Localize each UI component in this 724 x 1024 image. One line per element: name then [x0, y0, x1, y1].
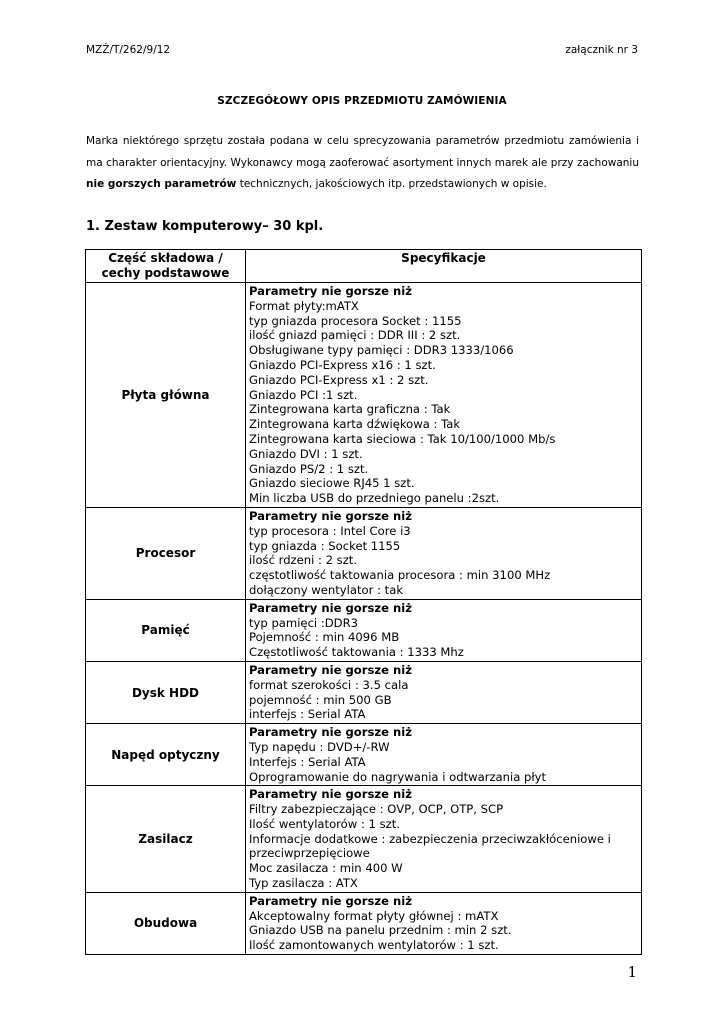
component-name: Dysk HDD [86, 661, 246, 723]
component-name: Płyta główna [86, 283, 246, 508]
column-header-part [86, 250, 246, 283]
spec-line: Zintegrowana karta dźwiękowa : Tak [249, 417, 461, 432]
spec-line: Ilość wentylatorów : 1 szt. [249, 816, 400, 831]
table-row [86, 599, 642, 661]
table-row [86, 724, 642, 786]
table-body [86, 283, 642, 955]
spec-line: Informacje dodatkowe : zabezpieczenia przeciwzakłóceniowe i przeciwprzepięciowe [249, 831, 611, 861]
spec-heading: Parametry nie gorsze niż [249, 508, 412, 523]
spec-line: Typ napędu : DVD+/-RW [249, 739, 390, 754]
document-title: SZCZEGÓŁOWY OPIS PRZEDMIOTU ZAMÓWIENIA [217, 95, 507, 107]
spec-line: typ gniazda : Socket 1155 [249, 538, 401, 553]
spec-line: Częstotliwość taktowania : 1333 Mhz [249, 645, 464, 660]
spec-line: typ gniazda procesora Socket : 1155 [249, 313, 462, 328]
component-specs [246, 599, 642, 661]
spec-heading: Parametry nie gorsze niż [249, 893, 412, 908]
specification-table [85, 249, 642, 955]
spec-line: Gniazdo PCI :1 szt. [249, 387, 358, 402]
spec-line: Ilość zamontowanych wentylatorów : 1 szt. [249, 938, 499, 953]
spec-line: Gniazdo PCI-Express x16 : 1 szt. [249, 357, 436, 372]
intro-paragraph [86, 131, 639, 196]
spec-line: interfejs : Serial ATA [249, 707, 366, 722]
column-header-spec: Specyfikacje [246, 250, 642, 283]
spec-line: typ pamięci :DDR3 [249, 615, 359, 630]
page-number: 1 [627, 963, 637, 981]
component-specs [246, 507, 642, 599]
spec-heading: Parametry nie gorsze niż [249, 725, 412, 740]
spec-line: typ procesora : Intel Core i3 [249, 523, 411, 538]
column-header-part-line1: Część składowa / [108, 251, 223, 265]
spec-line: Gniazdo sieciowe RJ45 1 szt. [249, 476, 415, 491]
intro-bold: nie gorszych parametrów [86, 178, 237, 190]
spec-line: Interfejs : Serial ATA [249, 754, 366, 769]
component-specs [246, 283, 642, 508]
spec-line: ilość rdzeni : 2 szt. [249, 553, 358, 568]
spec-line: Pojemność : min 4096 MB [249, 630, 400, 645]
intro-text-1: Marka niektórego sprzętu została podana w celu sprecyzowania parametrów przedmiotu zamówienia i ma charakter orientacyjny. Wykonawcy mogą zaoferować asortyment innych marek ale przy zachowaniu [86, 135, 639, 169]
component-name: Zasilacz [86, 786, 246, 893]
spec-line: Zintegrowana karta sieciowa : Tak 10/100/1000 Mb/s [249, 431, 556, 446]
attachment-label: załącznik nr 3 [565, 44, 638, 56]
table-row [86, 661, 642, 723]
spec-line: Min liczba USB do przedniego panelu :2szt. [249, 491, 500, 506]
spec-line: format szerokości : 3.5 cala [249, 677, 409, 692]
component-name: Procesor [86, 507, 246, 599]
component-specs [246, 661, 642, 723]
component-name: Obudowa [86, 892, 246, 954]
spec-line: Filtry zabezpieczające : OVP, OCP, OTP, SCP [249, 802, 504, 817]
table-row [86, 507, 642, 599]
spec-line: Gniazdo DVI : 1 szt. [249, 446, 363, 461]
component-specs [246, 892, 642, 954]
spec-line: Moc zasilacza : min 400 W [249, 861, 403, 876]
table-row [86, 786, 642, 893]
component-specs [246, 786, 642, 893]
table-header-row [86, 250, 642, 283]
spec-line: Obsługiwane typy pamięci : DDR3 1333/1066 [249, 343, 514, 358]
spec-line: pojemność : min 500 GB [249, 692, 392, 707]
spec-line: Akceptowalny format płyty głównej : mATX [249, 908, 499, 923]
spec-heading: Parametry nie gorsze niż [249, 600, 412, 615]
spec-heading: Parametry nie gorsze niż [249, 787, 412, 802]
spec-heading: Parametry nie gorsze niż [249, 662, 412, 677]
section-heading: 1. Zestaw komputerowy– 30 kpl. [86, 219, 324, 234]
spec-line: Zintegrowana karta graficzna : Tak [249, 402, 451, 417]
spec-line: Gniazdo PS/2 : 1 szt. [249, 461, 369, 476]
table-row [86, 892, 642, 954]
spec-line: Gniazdo PCI-Express x1 : 2 szt. [249, 372, 429, 387]
document-reference: MZŻ/T/262/9/12 [86, 44, 171, 56]
spec-line: dołączony wentylator : tak [249, 582, 404, 597]
spec-line: Oprogramowanie do nagrywania i odtwarzania płyt [249, 769, 547, 784]
spec-line: częstotliwość taktowania procesora : min 3100 MHz [249, 568, 551, 583]
spec-line: Typ zasilacza : ATX [249, 876, 358, 891]
component-name: Napęd optyczny [86, 724, 246, 786]
component-name: Pamięć [86, 599, 246, 661]
column-header-part-line2: cechy podstawowe [101, 266, 230, 280]
table-row [86, 283, 642, 508]
spec-line: ilość gniazd pamięci : DDR III : 2 szt. [249, 328, 461, 343]
spec-heading: Parametry nie gorsze niż [249, 284, 412, 298]
intro-text-2: technicznych, jakościowych itp. przedstawionych w opisie. [236, 178, 547, 190]
spec-line: Format płyty:mATX [249, 298, 359, 313]
spec-line: Gniazdo USB na panelu przednim : min 2 szt. [249, 923, 512, 938]
component-specs [246, 724, 642, 786]
